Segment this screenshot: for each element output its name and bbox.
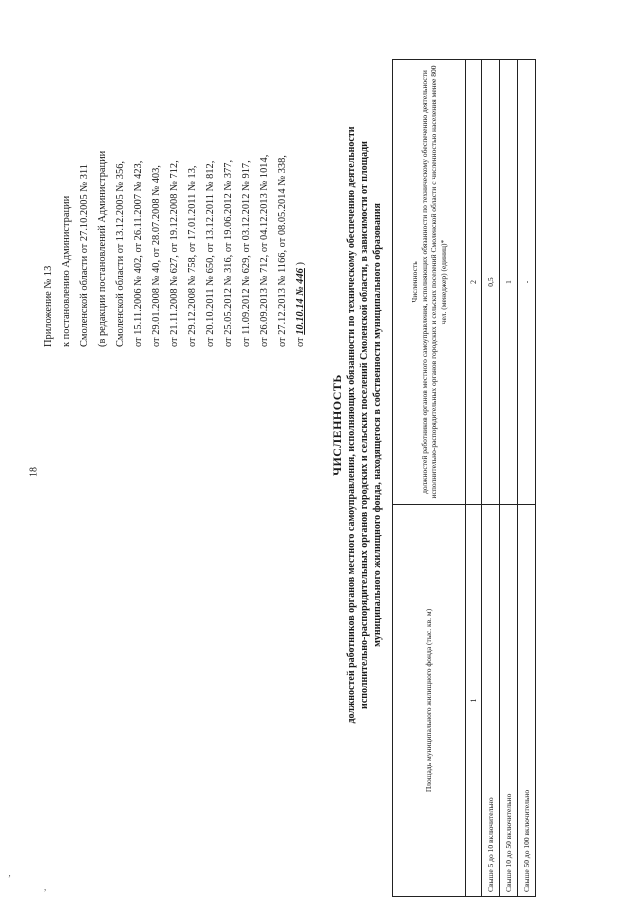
count-cell: - xyxy=(518,60,536,505)
document-subtitle-line: исполнительно-распорядительных органов городских и сельских поселений Смоленской области, в зависимости от площади xyxy=(359,141,370,709)
count-column-header xyxy=(393,60,466,505)
area-cell: Свыше 5 до 10 включительно xyxy=(482,505,500,897)
handwritten-date-number: 10.10.14 № 446 xyxy=(295,268,306,335)
document-title: ЧИСЛЕННОСТЬ xyxy=(330,374,344,476)
table-row xyxy=(518,60,536,897)
area-column-header: Площадь муниципального жилищного фонда (тыс. кв. м) xyxy=(393,505,466,897)
approval-line: Смоленской области от 13.12.2005 № 356, xyxy=(115,161,126,347)
count-cell: 1 xyxy=(500,60,518,505)
scan-mark: , xyxy=(44,882,47,892)
scan-mark: ‚ xyxy=(8,868,11,878)
approval-line: от 27.12.2013 № 1166, от 08.05.2014 № 338, xyxy=(277,155,288,347)
approval-last-line xyxy=(292,7,310,347)
column-index: 2 xyxy=(466,60,482,505)
approval-line: (в редакции постановлений Администрации xyxy=(97,150,108,347)
page-number: 18 xyxy=(28,467,40,477)
table-row xyxy=(482,60,500,897)
approval-last-prefix: от xyxy=(295,337,306,347)
count-cell: 0,5 xyxy=(482,60,500,505)
table-row xyxy=(500,60,518,897)
approval-line: от 21.11.2008 № 627, от 19.12.2008 № 712, xyxy=(169,160,180,347)
headcount-table xyxy=(392,59,536,897)
approval-line: от 29.01.2008 № 40, от 28.07.2008 № 403, xyxy=(151,165,162,347)
approval-line: Приложение № 13 xyxy=(43,265,54,347)
document-subtitle-line: должностей работников органов местного самоуправления, исполняющих обязанности по техническому обеспечению деятельности xyxy=(346,126,357,724)
column-index-row xyxy=(466,60,482,897)
approval-line: от 15.11.2006 № 402, от 26.11.2007 № 423, xyxy=(133,160,144,347)
approval-line: от 26.09.2013 № 712, от 04.12.2013 № 1014, xyxy=(259,154,270,347)
approval-line: Смоленской области от 27.10.2005 № 311 xyxy=(79,163,90,347)
area-cell: Свыше 50 до 100 включительно xyxy=(518,505,536,897)
approval-line: от 29.12.2008 № 758, от 17.01.2011 № 13, xyxy=(187,165,198,347)
document-subtitle-line: муниципального жилищного фонда, находящегося в собственности муниципального образования xyxy=(372,203,383,647)
area-cell: Свыше 10 до 50 включительно xyxy=(500,505,518,897)
count-header-text: должностей работников органов местного самоуправления, исполняющих обязанности по техническому обеспечению деятельности исполнительно-распорядительных органов городских и сельских поселений Смоленской области с численностью населения менее 800 чел. (менеджер) (единиц)* xyxy=(419,65,448,499)
approval-line: от 25.05.2012 № 316, от 19.06.2012 № 377, xyxy=(223,159,234,347)
count-header-title: Численность xyxy=(410,261,419,303)
approval-line: к постановлению Администрации xyxy=(61,195,72,347)
table-header-row xyxy=(393,60,466,897)
approval-last-suffix: ) xyxy=(295,262,306,266)
document-title-block xyxy=(330,45,384,805)
approval-block xyxy=(40,7,310,347)
column-index: 1 xyxy=(466,505,482,897)
approval-line: от 11.09.2012 № 629, от 03.12.2012 № 917, xyxy=(241,160,252,347)
approval-line: от 20.10.2011 № 650, от 13.12.2011 № 812, xyxy=(205,160,216,347)
